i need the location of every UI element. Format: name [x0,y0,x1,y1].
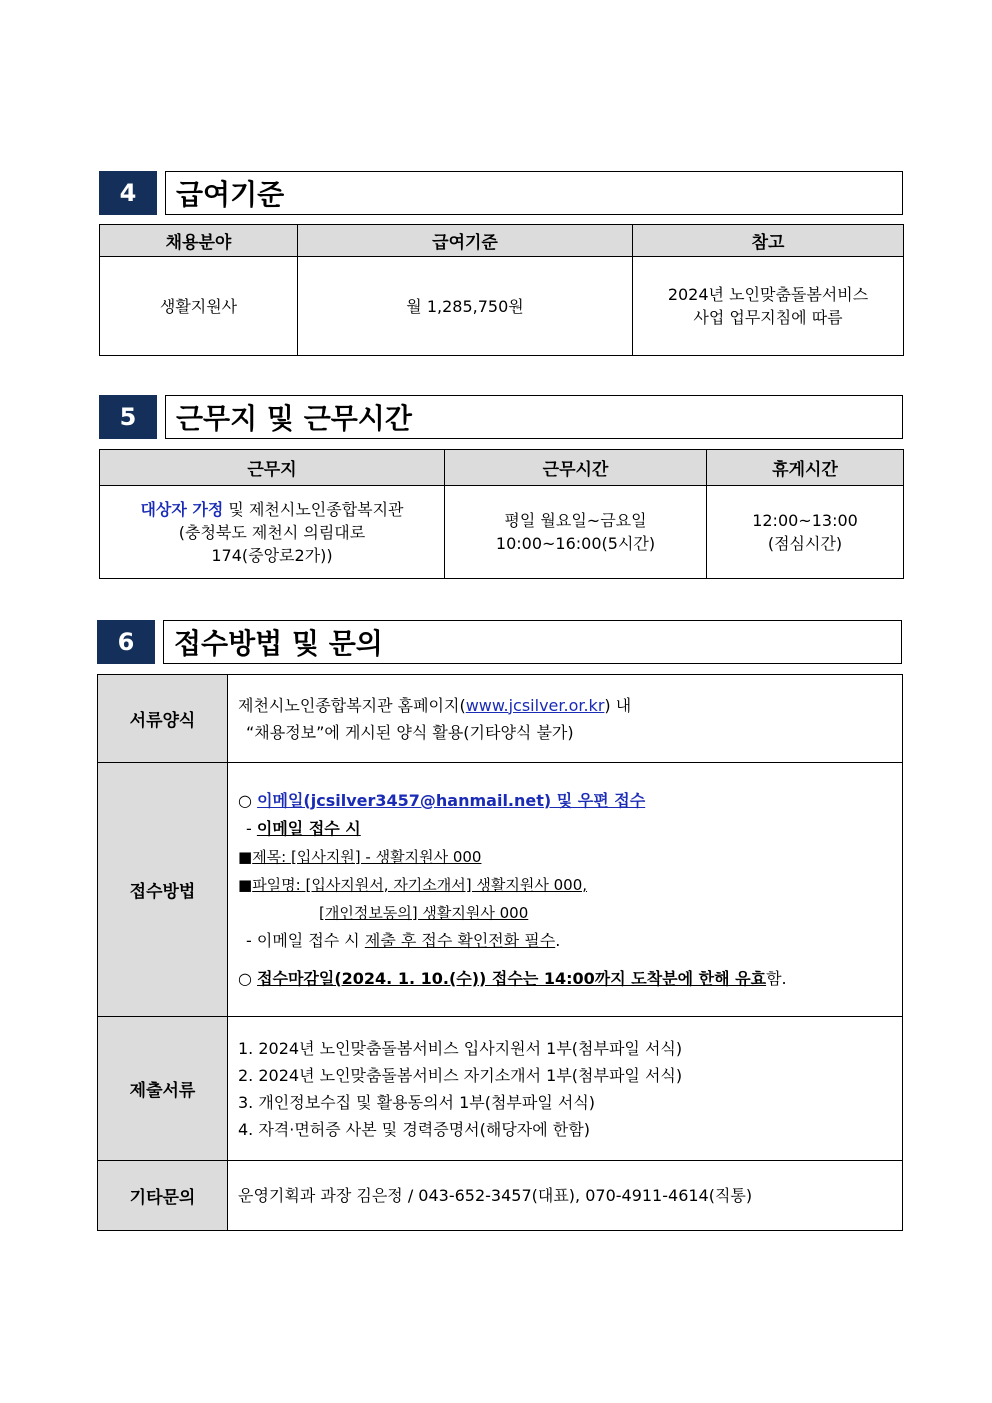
circle-bullet-icon: ○ [238,790,252,810]
salary-table [99,224,904,356]
email-mail-submission[interactable]: 이메일(jcsilver3457@hanmail.net) 및 우편 접수 [257,790,646,810]
place-text: 174(중앙로2가)) [211,545,333,565]
table-header: 채용분야 [100,225,298,257]
table-header: 휴게시간 [707,450,904,486]
break-time [707,486,904,579]
hours-text: 평일 월요일~금요일 [504,511,647,530]
table-row [98,1161,903,1231]
salary-value: 월 1,285,750원 [298,257,633,356]
form-content [228,675,903,763]
contact-label: 기타문의 [98,1161,228,1231]
section-title: 급여기준 [165,171,903,215]
confirm-text: . [555,930,561,950]
section-title: 접수방법 및 문의 [163,620,902,664]
table-row [100,257,904,356]
place-text: 및 제천시노인종합복지관 [223,499,404,519]
confirm-text: - 이메일 접수 시 [246,930,365,950]
docs-content [228,1017,903,1161]
application-table [97,674,903,1231]
work-table [99,449,904,579]
salary-note [633,257,904,356]
doc-item: 2. 2024년 노인맞춤돌봄서비스 자기소개서 1부(첨부파일 서식) [238,1065,683,1085]
circle-bullet-icon: ○ [238,968,252,988]
contact-info: 운영기획과 과장 김은정 / 043-652-3457(대표), 070-4911-4614(직통) [228,1161,903,1231]
table-row [98,763,903,1017]
note-line: 2024년 노인맞춤돌봄서비스 [667,285,869,304]
email-subject: 제목: [입사지원] - 생활지원사 000 [252,847,482,866]
job-field: 생활지원사 [100,257,298,356]
form-label: 서류양식 [98,675,228,763]
section-number: 4 [99,171,157,215]
deadline-text: 접수마감일(2024. 1. 10.(수)) 접수는 14:00까지 도착분에 한해 유효 [257,968,767,988]
note-line: 사업 업무지침에 따름 [693,308,843,327]
table-row [98,675,903,763]
doc-item: 4. 자격·면허증 사본 및 경력증명서(해당자에 한함) [238,1119,590,1139]
method-content [228,763,903,1017]
homepage-link[interactable]: www.jcsilver.or.kr [465,695,605,715]
method-label: 접수방법 [98,763,228,1017]
table-header: 근무지 [100,450,445,486]
break-text: (점심시간) [767,534,843,553]
section-number: 6 [97,620,155,664]
email-submission-heading: 이메일 접수 시 [256,818,361,838]
doc-item: 3. 개인정보수집 및 활용동의서 1부(첨부파일 서식) [238,1092,596,1112]
square-bullet-icon: ■ [238,875,253,894]
doc-item: 1. 2024년 노인맞춤돌봄서비스 입사지원서 1부(첨부파일 서식) [238,1038,683,1058]
section-6-header [97,620,902,664]
square-bullet-icon: ■ [238,847,253,866]
form-text: “채용정보”에 게시된 양식 활용(기타양식 불가) [246,722,574,742]
place-text: (충청북도 제천시 의림대로 [178,522,366,542]
docs-label: 제출서류 [98,1017,228,1161]
section-5-header [99,395,903,439]
table-row [98,1017,903,1161]
table-header: 급여기준 [298,225,633,257]
section-4-header [99,171,903,215]
table-row [100,486,904,579]
section-number: 5 [99,395,157,439]
table-header: 근무시간 [445,450,707,486]
file-name: 파일명: [입사지원서, 자기소개서] 생활지원사 000, [252,875,588,894]
place-highlight: 대상자 가정 [140,499,224,519]
work-hours [445,486,707,579]
hours-text: 10:00~16:00(5시간) [495,534,656,553]
deadline-suffix: 함. [766,968,787,988]
table-header: 참고 [633,225,904,257]
section-title: 근무지 및 근무시간 [165,395,903,439]
form-text: ) 내 [604,695,632,715]
dash-text: - [246,818,252,838]
work-place [100,486,445,579]
form-text: 제천시노인종합복지관 홈페이지( [238,695,466,715]
break-text: 12:00~13:00 [752,511,858,530]
file-name: [개인정보동의] 생활지원사 000 [319,903,529,922]
confirm-call-required: 제출 후 접수 확인전화 필수 [364,930,556,950]
